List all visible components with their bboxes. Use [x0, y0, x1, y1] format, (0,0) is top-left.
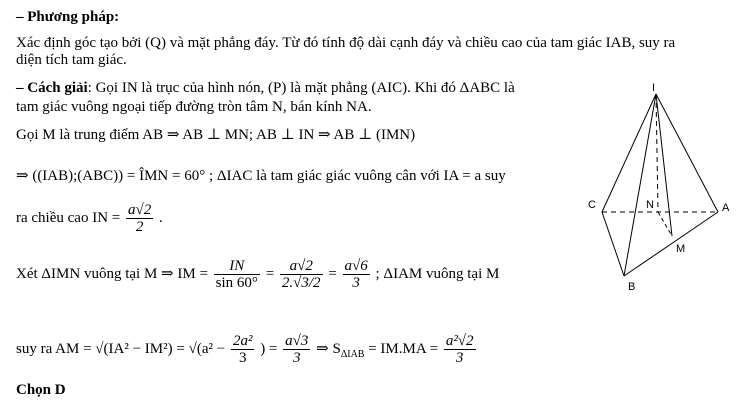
step3-text: ra chiều cao IN = [16, 209, 121, 226]
label-B: B [628, 281, 636, 293]
label-C: C [588, 199, 596, 211]
area-fraction [444, 333, 476, 366]
am-fraction-1-den: 3 [238, 350, 247, 366]
im-fraction-2-num: a√2 [280, 258, 323, 275]
step3-end: . [158, 209, 163, 226]
label-A: A [722, 202, 730, 214]
edge-CB [602, 212, 624, 276]
height-fraction-den: 2 [135, 219, 144, 235]
im-fraction-2-den: 2.√3/2 [281, 275, 321, 291]
edge-IB [624, 94, 656, 276]
am-fraction-1 [231, 333, 255, 366]
step4-eq-2: = [328, 265, 337, 282]
edge-IM [656, 94, 672, 236]
im-fraction-1 [214, 258, 260, 291]
area-fraction-den: 3 [455, 350, 464, 366]
step5-text-a: suy ra AM = √(IA² − IM²) = √(a² − [16, 340, 226, 357]
step4-text: Xét ΔIMN vuông tại M ⇒ IM = [16, 265, 208, 282]
label-I: I [652, 82, 656, 94]
area-fraction-num: a²√2 [445, 333, 474, 349]
solution-step-1: Gọi M là trung điểm AB ⇒ AB ⊥ MN; AB ⊥ IN ⇒ AB ⊥ (IMN) [16, 127, 416, 143]
step5-subscript: ΔIAB [340, 348, 365, 360]
method-line-1: Xác định góc tạo bởi (Q) và mặt phẳng đáy. Từ đó tính độ dài cạnh đáy và chiều cao của tam giác IAB, suy ra [16, 35, 676, 51]
im-fraction-3-den: 3 [352, 275, 360, 291]
method-line-2: diện tích tam giác. [16, 52, 127, 68]
solution-step-4 [16, 258, 499, 291]
im-fraction-3-num: a√6 [344, 258, 368, 274]
solution-intro-2: tam giác vuông ngoại tiếp đường tròn tâm N, bán kính NA. [16, 99, 372, 115]
im-fraction-3 [343, 258, 370, 291]
solution-heading: – Cách giải [16, 80, 88, 96]
im-fraction-1-num: IN [214, 258, 260, 275]
am-fraction-2-num: a√3 [285, 333, 309, 349]
step5-text-d: = IM.MA = [368, 340, 439, 357]
label-N: N [646, 199, 654, 211]
solution-step-2: ⇒ ((IAB);(ABC)) = ÎMN = 60° ; ΔIAC là tam giác giác vuông cân với IA = a suy [16, 168, 506, 184]
height-fraction-num: a√2 [128, 202, 152, 218]
solution-intro-1-text: : Gọi IN là trục của hình nón, (P) là mặt phẳng (AIC). Khi đó ΔABC là [87, 80, 515, 96]
answer-label: Chọn D [16, 382, 66, 398]
method-heading: – Phương pháp: [16, 9, 120, 25]
height-fraction [126, 202, 153, 235]
step4-eq-1: = [265, 265, 275, 282]
solution-intro-1 [16, 79, 515, 97]
edge-IC [602, 94, 656, 212]
am-fraction-2 [283, 333, 310, 366]
pyramid-figure [586, 82, 756, 297]
step5-text-b: ) = [260, 340, 278, 357]
im-fraction-1-den: sin 60° [215, 275, 258, 291]
am-fraction-1-num: 2a² [232, 333, 253, 349]
edge-BA [624, 212, 718, 276]
am-fraction-2-den: 3 [293, 350, 301, 366]
edge-IA [656, 94, 718, 212]
im-fraction-2 [280, 258, 323, 291]
solution-step-3 [16, 202, 163, 235]
label-M: M [676, 243, 686, 255]
step5-text-c: ⇒ S [316, 340, 341, 357]
solution-step-5 [16, 333, 478, 366]
step4-end: ; ΔIAM vuông tại M [375, 265, 500, 282]
